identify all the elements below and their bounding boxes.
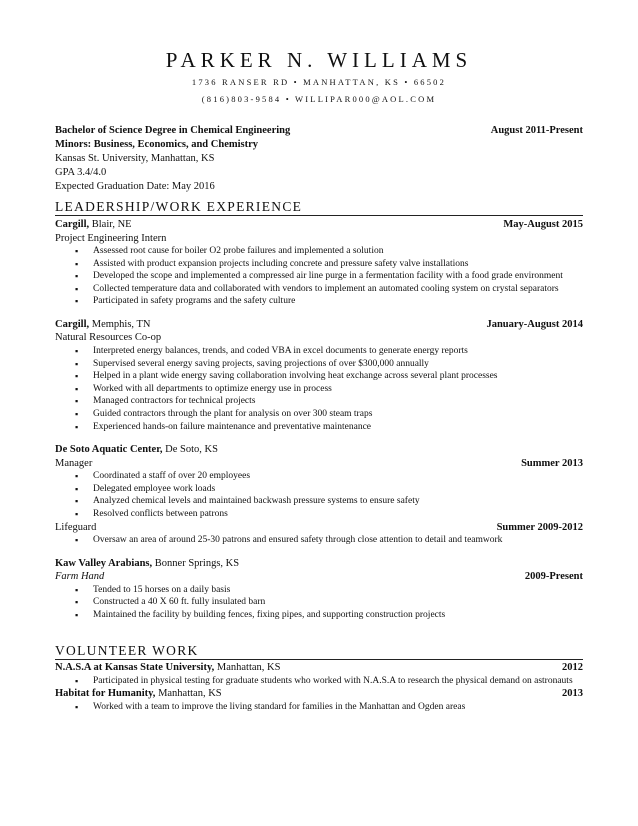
list-item: ▪ Worked with a team to improve the living standard for families in the Manhattan and Ogden areas xyxy=(55,701,583,714)
list-item: ▪ Participated in physical testing for graduate students who worked with N.A.S.A to research the physical demand on astronauts xyxy=(55,675,583,688)
list-item: ▪ Oversaw an area of around 25-30 patrons and ensured safety through close attention to detail and teamwork xyxy=(55,534,583,547)
list-item: ▪ Coordinated a staff of over 20 employees xyxy=(55,470,583,483)
company-name: Cargill, xyxy=(55,219,90,230)
job-entry xyxy=(55,557,583,584)
job-title: Natural Resources Co-op xyxy=(55,332,162,344)
list-item: ▪ Experienced hands-on failure maintenance and preventative maintenance xyxy=(55,421,583,434)
list-item: ▪ Developed the scope and implemented a compressed air line purge in a fermentation facility with a food grade environment xyxy=(55,270,583,283)
volunteer-dates: 2013 xyxy=(562,688,583,700)
company-location: Memphis, TN xyxy=(89,318,151,330)
address-line: 1736 RANSER RD • MANHATTAN, KS • 66502 xyxy=(191,77,447,87)
graduation-date: Expected Graduation Date: May 2016 xyxy=(55,181,215,192)
experience-block xyxy=(55,218,583,621)
job-dates: January-August 2014 xyxy=(486,318,583,330)
volunteer-dates: 2012 xyxy=(562,662,583,673)
list-item: ▪ Worked with all departments to optimize energy use in process xyxy=(55,383,583,396)
degree: Bachelor of Science Degree in Chemical Engineering xyxy=(55,125,291,136)
job-bullets xyxy=(55,584,583,622)
job-subrole xyxy=(55,521,583,535)
volunteer-entry xyxy=(55,661,583,675)
list-item: ▪ Collected temperature data and collaborated with vendors to implement an automated cooling system on crystal separators xyxy=(55,283,583,296)
org-location: Manhattan, KS xyxy=(214,662,281,673)
list-item: ▪ Supervised several energy saving projects, saving projections of over $300,000 annually xyxy=(55,358,583,371)
volunteer-entry xyxy=(55,687,583,701)
candidate-name: PARKER N. WILLIAMS xyxy=(165,48,473,72)
list-item: ▪ Analyzed chemical levels and maintained backwash pressure systems to ensure safety xyxy=(55,495,583,508)
list-item: ▪ Assisted with product expansion projects including concrete and pressure safety valve installations xyxy=(55,258,583,271)
job-entry xyxy=(55,318,583,345)
list-item: ▪ Participated in safety programs and the safety culture xyxy=(55,295,583,308)
education-block xyxy=(55,124,583,194)
list-item: ▪ Resolved conflicts between patrons xyxy=(55,508,583,521)
education-dates: August 2011-Present xyxy=(490,125,583,136)
job-dates: Summer 2013 xyxy=(521,457,583,469)
volunteer-bullets xyxy=(55,701,583,714)
org-name: Habitat for Humanity, xyxy=(55,688,156,700)
list-item: ▪ Constructed a 40 X 60 ft. fully insulated barn xyxy=(55,596,583,609)
company-name: Kaw Valley Arabians, xyxy=(55,557,153,569)
job-entry xyxy=(55,218,583,245)
minors: Minors: Business, Economics, and Chemistry xyxy=(55,139,259,150)
job-title: Manager xyxy=(55,457,93,469)
org-location: Manhattan, KS xyxy=(155,688,222,700)
job-title: Project Engineering Intern xyxy=(55,232,167,244)
volunteer-block xyxy=(55,661,583,713)
company-location: De Soto, KS xyxy=(162,444,218,456)
job-bullets xyxy=(55,534,583,547)
list-item: ▪ Interpreted energy balances, trends, and coded VBA in excel documents to generate energy reports xyxy=(55,345,583,358)
school: Kansas St. University, Manhattan, KS xyxy=(55,153,215,164)
job-title: Lifeguard xyxy=(55,521,97,533)
list-item: ▪ Guided contractors through the plant for analysis on over 300 steam traps xyxy=(55,408,583,421)
company-location: Blair, NE xyxy=(89,219,132,230)
list-item: ▪ Helped in a plant wide energy saving collaboration involving heat exchange across several plant processes xyxy=(55,370,583,383)
org-name: N.A.S.A at Kansas State University, xyxy=(55,662,215,673)
job-bullets xyxy=(55,245,583,308)
company-name: De Soto Aquatic Center, xyxy=(55,444,163,456)
list-item: ▪ Assessed root cause for boiler O2 probe failures and implemented a solution xyxy=(55,245,583,258)
job-entry xyxy=(55,443,583,470)
list-item: ▪ Managed contractors for technical projects xyxy=(55,395,583,408)
job-bullets xyxy=(55,470,583,520)
list-item: ▪ Maintained the facility by building fences, fixing pipes, and supporting construction projects xyxy=(55,609,583,622)
job-bullets xyxy=(55,345,583,433)
gpa: GPA 3.4/4.0 xyxy=(55,167,107,178)
volunteer-bullets xyxy=(55,675,583,688)
section-heading-leadership: LEADERSHIP/WORK EXPERIENCE xyxy=(55,198,583,216)
section-heading-volunteer: VOLUNTEER WORK xyxy=(55,642,583,660)
job-dates: 2009-Present xyxy=(524,571,583,583)
company-name: Cargill, xyxy=(55,318,90,330)
job-dates: May-August 2015 xyxy=(503,219,583,230)
job-dates: Summer 2009-2012 xyxy=(496,521,583,533)
company-location: Bonner Springs, KS xyxy=(152,557,240,569)
list-item: ▪ Delegated employee work loads xyxy=(55,483,583,496)
job-title: Farm Hand xyxy=(55,571,105,583)
list-item: ▪ Tended to 15 horses on a daily basis xyxy=(55,584,583,597)
phone-email-line: (816)803-9584 • WILLIPAR000@AOL.COM xyxy=(201,94,437,104)
